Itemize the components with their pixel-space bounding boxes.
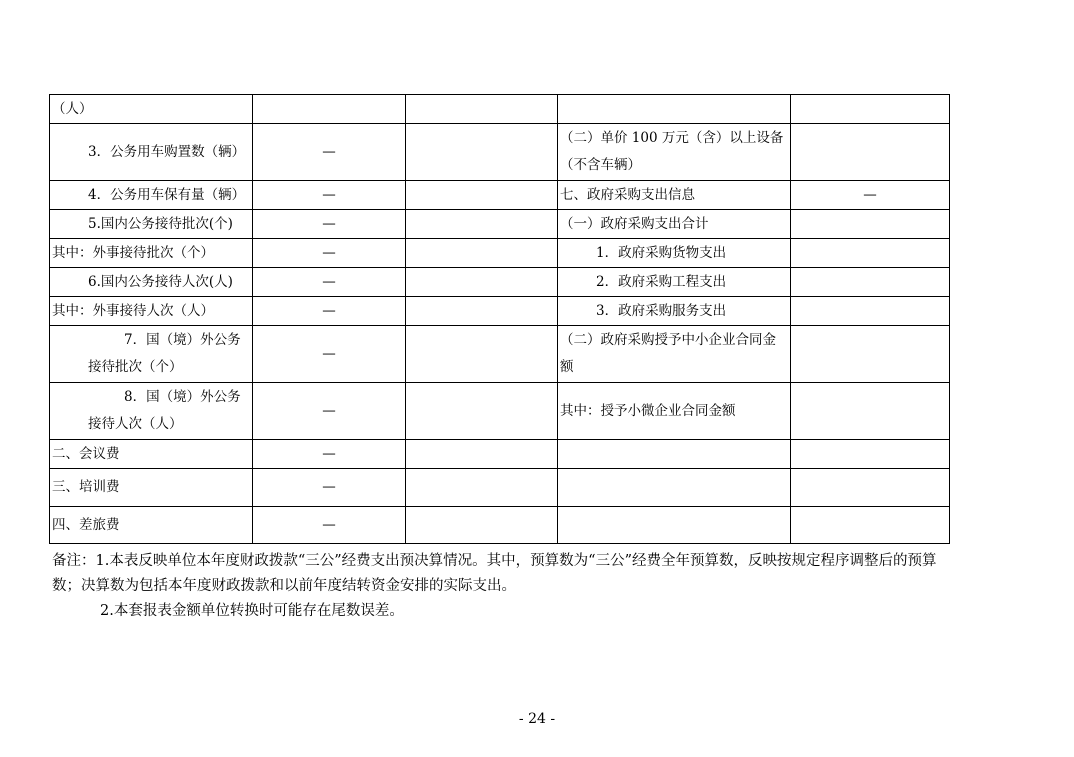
table-row <box>50 383 950 440</box>
right-label <box>558 469 791 507</box>
row-label: 3．公务用车购置数（辆） <box>50 124 253 181</box>
footnote-2: 2.本套报表金额单位转换时可能存在尾数误差。 <box>100 603 404 619</box>
budget-cell: — <box>253 268 406 297</box>
budget-cell: — <box>253 297 406 326</box>
right-label: 七、政府采购支出信息 <box>558 181 791 210</box>
budget-cell: — <box>253 124 406 181</box>
right-value <box>791 383 950 440</box>
footnotes <box>52 549 952 624</box>
right-label: （一）政府采购支出合计 <box>558 210 791 239</box>
row-label: 7．国（境）外公务接待批次（个） <box>50 326 253 383</box>
expense-table <box>49 94 950 544</box>
right-value <box>791 297 950 326</box>
budget-cell: — <box>253 181 406 210</box>
right-label: 其中：授予小微企业合同金额 <box>558 383 791 440</box>
final-cell <box>406 440 558 469</box>
final-cell <box>406 181 558 210</box>
row-label: 8．国（境）外公务接待人次（人） <box>50 383 253 440</box>
table-row <box>50 326 950 383</box>
right-value <box>791 239 950 268</box>
row-label: 其中：外事接待批次（个） <box>50 239 253 268</box>
final-cell <box>406 239 558 268</box>
right-value <box>791 95 950 124</box>
table-row <box>50 507 950 544</box>
right-value <box>791 210 950 239</box>
budget-cell: — <box>253 326 406 383</box>
final-cell <box>406 326 558 383</box>
footnote-1: 备注：1.本表反映单位本年度财政拨款“三公”经费支出预决算情况。其中，预算数为“三公”经费全年预算数，反映按规定程序调整后的预算数；决算数为包括本年度财政拨款和以前年度结转资金安排的实际支出。 <box>52 553 937 594</box>
right-label: （二）政府采购授予中小企业合同金额 <box>558 326 791 383</box>
row-label: 其中：外事接待人次（人） <box>50 297 253 326</box>
right-label <box>558 507 791 544</box>
final-cell <box>406 124 558 181</box>
right-value <box>791 124 950 181</box>
page-number: - 24 - <box>518 711 556 727</box>
right-value: — <box>791 181 950 210</box>
final-cell <box>406 95 558 124</box>
row-label: 5.国内公务接待批次(个) <box>50 210 253 239</box>
row-label: 四、差旅费 <box>50 507 253 544</box>
row-label: 二、会议费 <box>50 440 253 469</box>
budget-cell: — <box>253 383 406 440</box>
right-label: 2．政府采购工程支出 <box>558 268 791 297</box>
right-value <box>791 326 950 383</box>
row-label: 三、培训费 <box>50 469 253 507</box>
table-row <box>50 297 950 326</box>
table-row <box>50 181 950 210</box>
budget-cell: — <box>253 210 406 239</box>
row-label: 6.国内公务接待人次(人) <box>50 268 253 297</box>
right-value <box>791 268 950 297</box>
right-label <box>558 95 791 124</box>
budget-cell <box>253 95 406 124</box>
table-row <box>50 440 950 469</box>
row-label: （人） <box>50 95 253 124</box>
right-label: （二）单价 100 万元（含）以上设备（不含车辆） <box>558 124 791 181</box>
table-row <box>50 95 950 124</box>
right-value <box>791 507 950 544</box>
budget-cell: — <box>253 507 406 544</box>
table-row <box>50 239 950 268</box>
final-cell <box>406 383 558 440</box>
final-cell <box>406 507 558 544</box>
table-row <box>50 124 950 181</box>
right-value <box>791 440 950 469</box>
final-cell <box>406 297 558 326</box>
right-label <box>558 440 791 469</box>
right-value <box>791 469 950 507</box>
final-cell <box>406 469 558 507</box>
row-label: 4．公务用车保有量（辆） <box>50 181 253 210</box>
budget-cell: — <box>253 469 406 507</box>
budget-cell: — <box>253 239 406 268</box>
table-row <box>50 210 950 239</box>
final-cell <box>406 268 558 297</box>
right-label: 3．政府采购服务支出 <box>558 297 791 326</box>
budget-cell: — <box>253 440 406 469</box>
table-row <box>50 469 950 507</box>
right-label: 1．政府采购货物支出 <box>558 239 791 268</box>
final-cell <box>406 210 558 239</box>
table-row <box>50 268 950 297</box>
